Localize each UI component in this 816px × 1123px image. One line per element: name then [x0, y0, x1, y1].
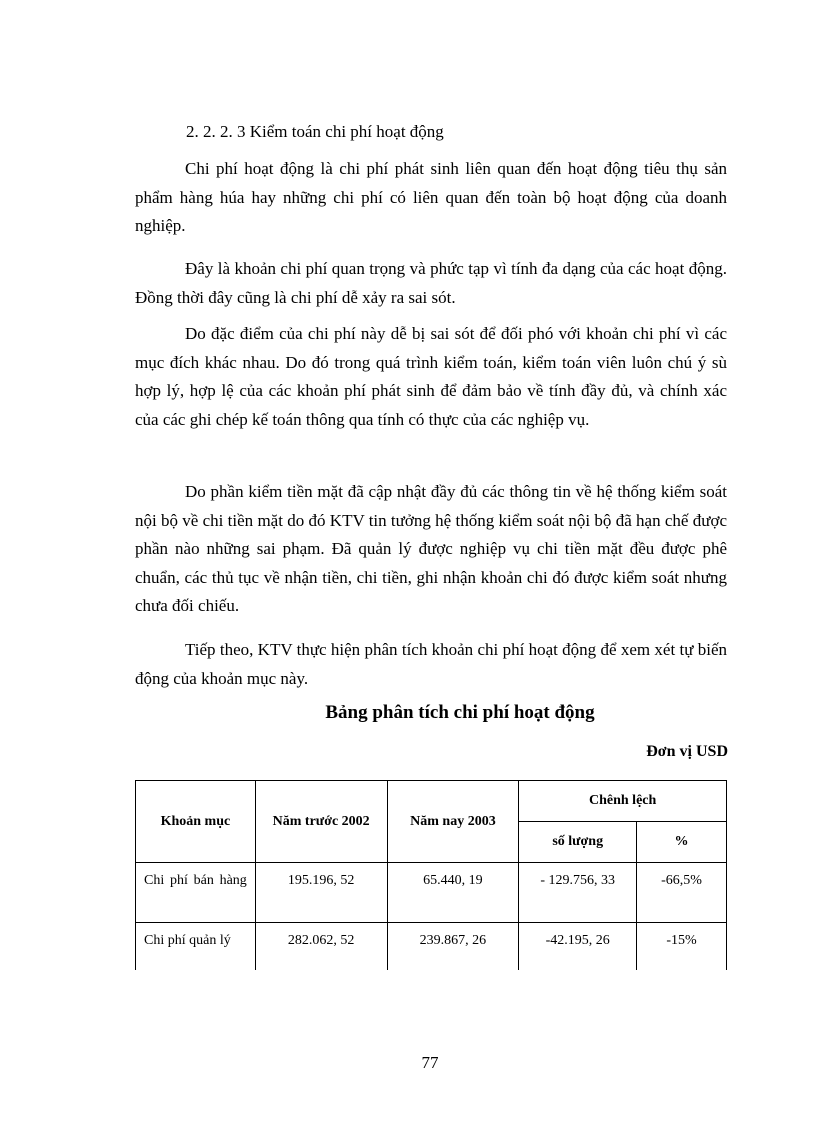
row-amount: - 129.756, 33 — [519, 863, 637, 923]
row-prev-year: 282.062, 52 — [255, 923, 387, 971]
row-prev-year: 195.196, 52 — [255, 863, 387, 923]
paragraph-3: Do đặc điểm của chi phí này dễ bị sai sót để đối phó với khoản chi phí vì các mục đích khác nhau. Do đó trong quá trình kiểm toán, kiểm toán viên luôn chú ý sù hợp lý, hợp lệ của các khoản phí phát sinh để đảm bảo về tính đầy đủ, và chính xác của các ghi chép kế toán thông qua tính có thực của các nghiệp vụ. — [135, 324, 727, 429]
header-percent: % — [637, 822, 727, 863]
cost-analysis-table — [135, 780, 727, 970]
header-prev-year: Năm trước 2002 — [255, 781, 387, 863]
row-amount: -42.195, 26 — [519, 923, 637, 971]
table-title: Bảng phân tích chi phí hoạt động — [325, 702, 595, 723]
section-heading: 2. 2. 2. 3 Kiểm toán chi phí hoạt động — [186, 122, 444, 141]
row-this-year: 239.867, 26 — [387, 923, 519, 971]
row-item: Chi phí bán hàng — [136, 863, 256, 923]
row-percent: -15% — [637, 923, 727, 971]
table-header-row — [136, 781, 727, 822]
table-unit: Đơn vị USD — [646, 743, 728, 760]
table-row — [136, 923, 727, 971]
row-item: Chi phí quản lý — [136, 923, 256, 971]
header-item: Khoản mục — [136, 781, 256, 863]
header-amount: số lượng — [519, 822, 637, 863]
row-this-year: 65.440, 19 — [387, 863, 519, 923]
table-row — [136, 863, 727, 923]
row-percent: -66,5% — [637, 863, 727, 923]
header-diff: Chênh lệch — [519, 781, 727, 822]
paragraph-4: Do phần kiểm tiền mặt đã cập nhật đầy đủ các thông tin về hệ thống kiểm soát nội bộ về chi tiền mặt do đó KTV tin tưởng hệ thống kiểm soát nội bộ đã hạn chế được phần nào những sai phạm. Đã quản lý được nghiệp vụ chi tiền mặt đều được phê chuẩn, các thủ tục về nhận tiền, chi tiền, ghi nhận khoản chi đó được kiểm soát nhưng chưa đối chiếu. — [135, 482, 727, 615]
page-number: 77 — [421, 1053, 439, 1072]
paragraph-5: Tiếp theo, KTV thực hiện phân tích khoản chi phí hoạt động để xem xét tự biến động của khoản mục này. — [135, 640, 727, 688]
header-this-year: Năm nay 2003 — [387, 781, 519, 863]
paragraph-1: Chi phí hoạt động là chi phí phát sinh liên quan đến hoạt động tiêu thụ sản phẩm hàng húa hay những chi phí có liên quan đến toàn bộ hoạt động của doanh nghiệp. — [135, 159, 727, 235]
paragraph-2: Đây là khoản chi phí quan trọng và phức tạp vì tính đa dạng của các hoạt động. Đồng thời đây cũng là chi phí dễ xảy ra sai sót. — [135, 259, 727, 307]
